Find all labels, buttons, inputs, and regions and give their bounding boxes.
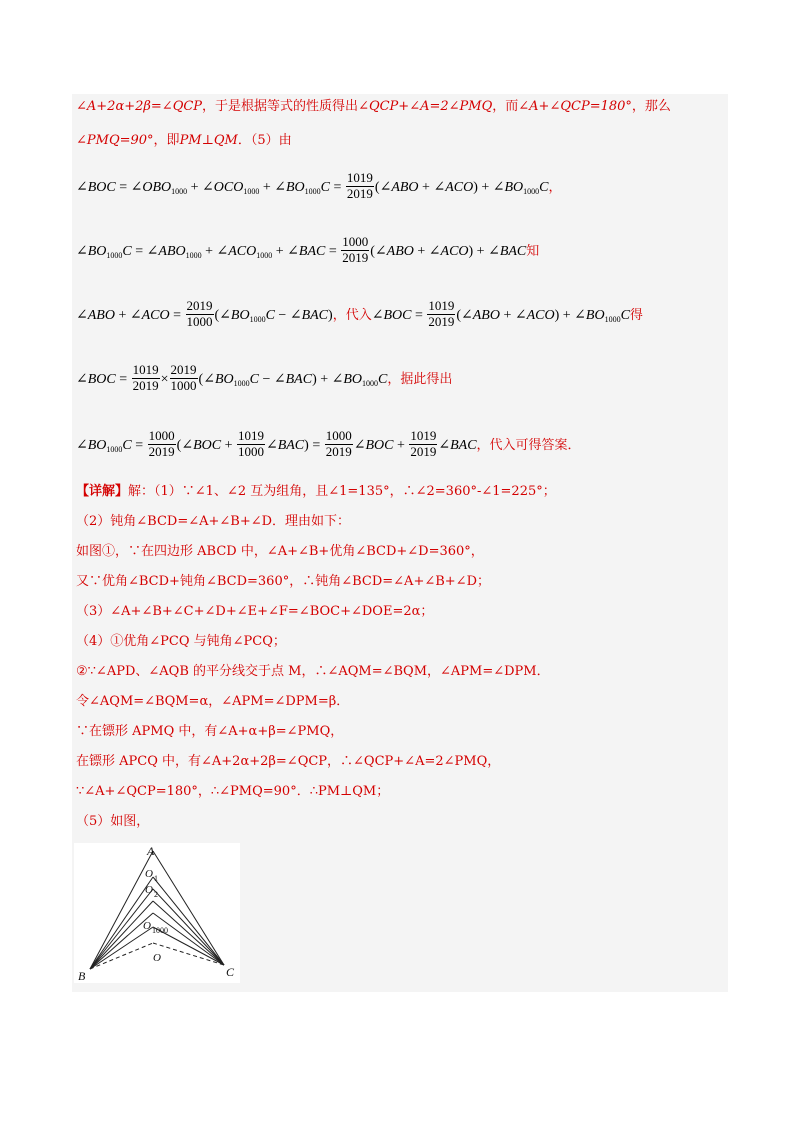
label-O: O bbox=[153, 952, 161, 964]
svg-text:2: 2 bbox=[154, 890, 158, 899]
label-A: A bbox=[147, 844, 155, 858]
fraction: $\frac{1019}{2019}$ bbox=[428, 298, 455, 329]
solution-line-2: （2）钝角∠BCD=∠A+∠B+∠D．理由如下： bbox=[76, 514, 351, 529]
analysis-line-2: ∠PMQ=90°，即PM⊥QM．（5）由 bbox=[76, 133, 292, 148]
geometry-figure bbox=[74, 843, 240, 983]
equation-4: ∠BOC = $\frac{1019}{2019}$ × $\frac{2019}{1000}$ ($\angle BO_{1000}C$ − ∠BAC) + $\angle BO_{1000}C$，据此得出 bbox=[76, 362, 453, 393]
solution-line-1: 【详解】解：（1）∵∠1、∠2 互为组角，且∠1=135°，∴∠2=360°-∠1=225°； bbox=[76, 484, 556, 499]
label-B: B bbox=[78, 969, 86, 983]
solution-line-12: （5）如图， bbox=[76, 814, 150, 829]
fraction: $\frac{1000}{2019}$ bbox=[148, 428, 175, 459]
label-C: C bbox=[226, 965, 235, 979]
fraction: $\frac{1019}{2019}$ bbox=[346, 170, 373, 201]
fraction: $\frac{1000}{2019}$ bbox=[342, 234, 369, 265]
solution-line-11: ∵∠A+∠QCP=180°，∴∠PMQ=90°．∴PM⊥QM； bbox=[76, 784, 390, 799]
solution-line-3: 如图①，∵在四边形 ABCD 中，∠A+∠B+优角∠BCD+∠D=360°， bbox=[76, 544, 484, 559]
line-AC bbox=[153, 851, 224, 965]
figure-svg bbox=[74, 843, 240, 983]
solution-line-6: （4）①优角∠PCQ 与钝角∠PCQ； bbox=[76, 634, 286, 649]
label-O2: O bbox=[145, 884, 153, 896]
fraction: $\frac{1019}{2019}$ bbox=[410, 428, 437, 459]
fraction: $\frac{1000}{2019}$ bbox=[325, 428, 352, 459]
svg-text:1: 1 bbox=[154, 874, 158, 883]
label-O1000: O bbox=[143, 920, 151, 932]
fraction: $\frac{1019}{1000}$ bbox=[237, 428, 264, 459]
fraction: $\frac{1019}{2019}$ bbox=[132, 362, 159, 393]
fraction: $\frac{2019}{1000}$ bbox=[186, 298, 213, 329]
solution-line-10: 在镖形 APCQ 中，有∠A+2α+2β=∠QCP，∴∠QCP+∠A=2∠PMQ， bbox=[76, 754, 501, 769]
equation-2: $\angle BO_{1000}C$ = $\angle ABO_{1000}$ + $\angle ACO_{1000}$ + ∠BAC = $\frac{1000}{2019}$ (∠ABO + ∠ACO) + ∠BAC知 bbox=[76, 234, 540, 265]
detail-label: 【详解】 bbox=[76, 484, 129, 499]
equation-3: ∠ABO + ∠ACO = $\frac{2019}{1000}$ ($\angle BO_{1000}C$ − ∠BAC)，代入∠BOC = $\frac{1019}{2019}$ (∠ABO + ∠ACO) + $\angle BO_{1000}C$得 bbox=[76, 298, 643, 329]
fraction: $\frac{2019}{1000}$ bbox=[170, 362, 197, 393]
solution-line-8: 令∠AQM=∠BQM=α，∠APM=∠DPM=β． bbox=[76, 694, 350, 709]
equation-5: $\angle BO_{1000}C$ = $\frac{1000}{2019}$ (∠BOC + $\frac{1019}{1000}$ ∠BAC) = $\frac{1000}{2019}$ ∠BOC + $\frac{1019}{2019}$ ∠BAC，代入可得答案． bbox=[76, 428, 581, 459]
label-O1: O bbox=[145, 868, 153, 880]
svg-text:1000: 1000 bbox=[152, 926, 168, 935]
expr-a-2alpha: ∠A+2α+2β=∠QCP bbox=[76, 99, 203, 114]
solution-line-4: 又∵优角∠BCD+钝角∠BCD=360°，∴钝角∠BCD=∠A+∠B+∠D； bbox=[76, 574, 490, 589]
solution-line-5: （3）∠A+∠B+∠C+∠D+∠E+∠F=∠BOC+∠DOE=2α； bbox=[76, 604, 434, 619]
line-BA bbox=[90, 851, 153, 969]
solution-line-9: ∵在镖形 APMQ 中，有∠A+α+β=∠PMQ， bbox=[76, 724, 344, 739]
analysis-line-1: ∠A+2α+2β=∠QCP，于是根据等式的性质得出∠QCP+∠A=2∠PMQ，而∠A+∠QCP=180°，那么 bbox=[76, 99, 671, 114]
equation-1: ∠BOC = $\angle OBO_{1000}$ + $\angle OCO_{1000}$ + $\angle BO_{1000}C$ = $\frac{1019}{2019}$ (∠ABO + ∠ACO) + $\angle BO_{1000}C$， bbox=[76, 170, 562, 201]
solution-line-7: ②∵∠APD、∠AQB 的平分线交于点 M，∴∠AQM=∠BQM，∠APM=∠DPM． bbox=[76, 664, 550, 679]
